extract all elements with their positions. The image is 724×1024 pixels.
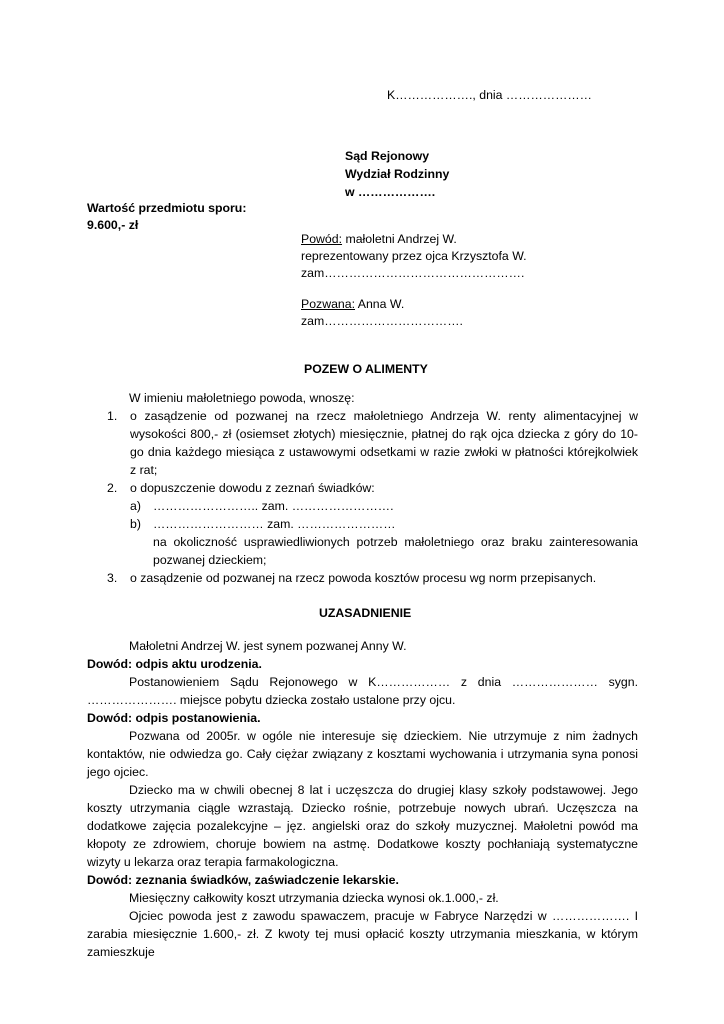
witness-item	[87, 497, 638, 515]
request-text: o zasądzenie od pozwanej na rzecz małoletniego Andrzeja W. renty alimentacyjnej w wysokości 800,- zł (osiemset złotych) miesięcznie, płatnej do rąk ojca dziecka z góry do 10-go dnia każdego miesiąca z ustawowymi odsetkami w razie zwłoki w płatności którejkolwiek z rat;	[130, 409, 638, 477]
request-item	[87, 479, 638, 497]
witness-letter: a)	[130, 499, 141, 513]
justification-section	[87, 637, 638, 961]
plaintiff-name: małoletni Andrzej W.	[342, 232, 457, 246]
evidence-line: Dowód: odpis postanowienia.	[87, 711, 261, 725]
requests-section	[87, 389, 638, 587]
justification-paragraph: Miesięczny całkowity koszt utrzymania dziecka wynosi ok.1.000,- zł.	[129, 891, 499, 905]
dispute-value-label: Wartość przedmiotu sporu:	[87, 201, 247, 215]
request-number: 2.	[107, 481, 118, 495]
requests-intro: W imieniu małoletniego powoda, wnoszę:	[129, 391, 355, 405]
court-division: Wydział Rodzinny	[345, 167, 450, 181]
defendant-name: Anna W.	[355, 297, 405, 311]
document-title: POZEW O ALIMENTY	[304, 362, 428, 376]
justification-paragraph: Pozwana od 2005r. w ogóle nie interesuje się dzieckiem. Nie utrzymuje z nim żadnych kontaktów, nie odwiedza go. Cały ciężar związany z kosztami wychowania i utrzymania syna ponosi jego ojciec.	[87, 729, 638, 779]
request-text: o dopuszczenie dowodu z zeznań świadków:	[130, 481, 375, 495]
justification-title: UZASADNIENIE	[319, 606, 412, 620]
plaintiff-label: Powód:	[301, 232, 343, 246]
justification-paragraph: Dziecko ma w chwili obecnej 8 lat i uczęszcza do drugiej klasy szkoły podstawowej. Jego koszty utrzymania ciągle wzrastają. Dziecko rośnie, potrzebuje nowych ubrań. Uczęszcza na dodatkowe zajęcia pozalekcyjne – jęz. angielski oraz do szkoły muzycznej. Małoletni powód ma kłopoty ze zdrowiem, choruje bowiem na astmę. Dodatkowe koszty pochłaniają systematyczne wizyty u lekarza oraz terapia farmakologiczna.	[87, 783, 638, 869]
defendant-address: zam…………………………….	[301, 314, 463, 328]
justification-paragraph: Małoletni Andrzej W. jest synem pozwanej Anny W.	[129, 639, 407, 653]
defendant-line	[301, 295, 404, 313]
evidence-line: Dowód: zeznania świadków, zaświadczenie lekarskie.	[87, 873, 399, 887]
plaintiff-address: zam………………………………………….	[301, 266, 525, 280]
witness-text: …………………….. zam. …………………….	[153, 499, 394, 513]
request-number: 3.	[107, 571, 118, 585]
dispute-value-amount: 9.600,- zł	[87, 218, 139, 232]
evidence-line: Dowód: odpis aktu urodzenia.	[87, 657, 262, 671]
witness-text: ……………………… zam. ……………………	[153, 517, 396, 531]
court-name: Sąd Rejonowy	[345, 149, 430, 163]
plaintiff-line	[301, 230, 457, 248]
justification-paragraph: Postanowieniem Sądu Rejonowego w K……………… z dnia ………………… sygn. …………………. miejsce pobytu dziecka zostało ustalone przy ojcu.	[87, 675, 638, 707]
witness-item	[87, 515, 638, 533]
place-date: K………………., dnia …………………	[387, 88, 592, 102]
request-item	[87, 569, 638, 587]
plaintiff-representation: reprezentowany przez ojca Krzysztofa W.	[301, 249, 527, 263]
justification-paragraph: Ojciec powoda jest z zawodu spawaczem, pracuje w Fabryce Narzędzi w ………………. I zarabia miesięcznie 1.600,- zł. Z kwoty tej musi opłacić koszty utrzymania mieszkania, w którym zamieszkuje	[87, 909, 638, 959]
request-number: 1.	[107, 409, 118, 423]
defendant-label: Pozwana:	[301, 297, 356, 311]
witness-purpose: na okoliczność usprawiedliwionych potrzeb małoletniego oraz braku zainteresowania pozwanej dzieckiem;	[153, 535, 638, 567]
request-text: o zasądzenie od pozwanej na rzecz powoda kosztów procesu wg norm przepisanych.	[130, 571, 597, 585]
court-location: w ……………….	[345, 185, 436, 199]
witness-letter: b)	[130, 517, 141, 531]
request-item	[87, 407, 638, 479]
